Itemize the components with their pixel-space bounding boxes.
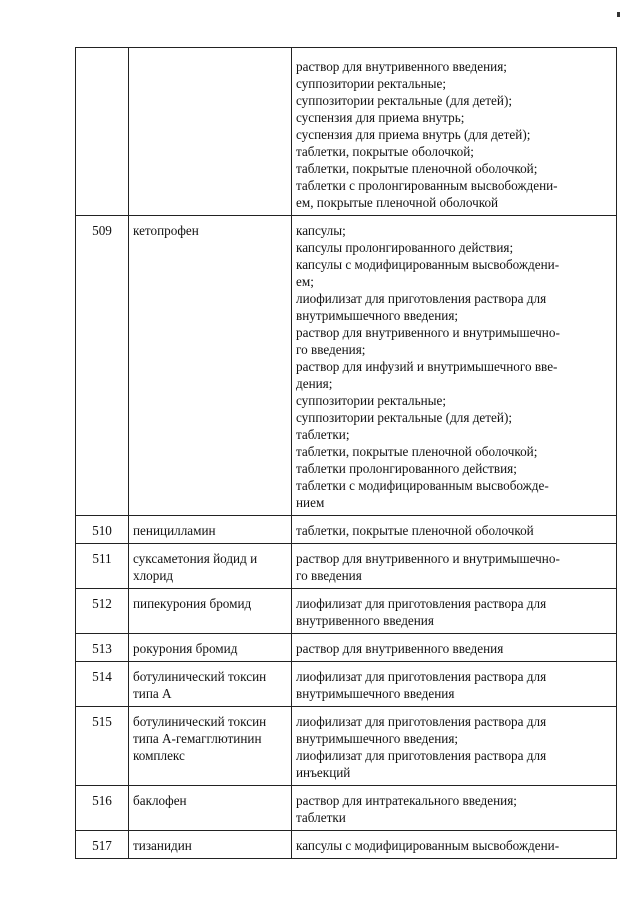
dosage-form-line: суппозитории ректальные (для детей); [296,93,513,108]
drug-name-cell [129,662,292,707]
dosage-form-line: таблетки пролонгированного действия; [296,461,517,476]
row-number: 512 [76,589,129,634]
row-number: 517 [76,831,129,859]
drug-name-line: баклофен [133,793,187,808]
dosage-form-line: таблетки с модифицированным высвобожде- [296,478,549,493]
dosage-forms-cell [292,831,617,859]
dosage-form-line: нием [296,495,325,510]
drug-name-line: ботулинический токсин [133,669,267,684]
drug-name-cell [129,589,292,634]
drug-name-line: хлорид [133,568,174,583]
drug-name-line: типа А [133,686,172,701]
dosage-form-line: раствор для инфузий и внутримышечного вве- [296,359,558,374]
table-row [76,544,617,589]
row-number: 516 [76,786,129,831]
drug-name-cell [129,544,292,589]
row-number: 511 [76,544,129,589]
row-number: 514 [76,662,129,707]
table-row [76,516,617,544]
drug-name-line: суксаметония йодид и [133,551,258,566]
dosage-form-line: суспензия для приема внутрь (для детей); [296,127,531,142]
drug-name-line: комплекс [133,748,185,763]
dosage-form-line: ем, покрытые пленочной оболочкой [296,195,499,210]
dosage-forms-cell [292,662,617,707]
dosage-form-line: внутримышечного введения; [296,731,459,746]
dosage-form-line: капсулы пролонгированного действия; [296,240,514,255]
dosage-forms-cell [292,516,617,544]
table-row [76,48,617,216]
dosage-form-line: таблетки с пролонгированным высвобождени- [296,178,558,193]
drug-name-cell [129,786,292,831]
table-row [76,589,617,634]
medicines-table-body [76,48,617,859]
dosage-form-line: раствор для интратекального введения; [296,793,517,808]
dosage-form-line: капсулы с модифицированным высвобождени- [296,838,560,853]
dosage-form-line: раствор для внутривенного введения [296,641,504,656]
dosage-form-line: суппозитории ректальные; [296,76,447,91]
dosage-form-line: суспензия для приема внутрь; [296,110,465,125]
dosage-form-line: лиофилизат для приготовления раствора для [296,748,547,763]
dosage-forms-cell [292,216,617,516]
dosage-form-line: таблетки, покрытые оболочкой; [296,144,474,159]
dosage-form-line: лиофилизат для приготовления раствора для [296,669,547,684]
dosage-form-line: лиофилизат для приготовления раствора для [296,596,547,611]
drug-name-line: кетопрофен [133,223,199,238]
row-number: 510 [76,516,129,544]
row-number: 509 [76,216,129,516]
dosage-forms-cell [292,544,617,589]
dosage-form-line: раствор для внутривенного и внутримышечно- [296,551,560,566]
dosage-form-line: таблетки, покрытые пленочной оболочкой; [296,444,538,459]
row-number: 513 [76,634,129,662]
dosage-form-line: ем; [296,274,314,289]
drug-name-line: ботулинический токсин [133,714,267,729]
table-row [76,634,617,662]
drug-name-cell [129,634,292,662]
corner-mark [617,12,620,17]
dosage-forms-cell [292,634,617,662]
dosage-form-line: внутривенного введения [296,613,434,628]
drug-name-cell [129,831,292,859]
drug-name-line: тизанидин [133,838,192,853]
dosage-form-line: таблетки [296,810,346,825]
dosage-form-line: суппозитории ректальные (для детей); [296,410,513,425]
dosage-form-line: внутримышечного введения; [296,308,459,323]
drug-name-cell [129,216,292,516]
table-row [76,831,617,859]
drug-name-cell [129,707,292,786]
row-number: 515 [76,707,129,786]
dosage-forms-cell [292,48,617,216]
drug-name-line: типа А-гемагглютинин [133,731,262,746]
dosage-form-line: таблетки; [296,427,350,442]
dosage-form-line: таблетки, покрытые пленочной оболочкой; [296,161,538,176]
row-number [76,48,129,216]
dosage-form-line: раствор для внутривенного и внутримышечно- [296,325,560,340]
dosage-forms-cell [292,707,617,786]
dosage-form-line: капсулы с модифицированным высвобождени- [296,257,560,272]
dosage-form-line: го введения; [296,342,366,357]
drug-name-line: пипекурония бромид [133,596,252,611]
dosage-form-line: суппозитории ректальные; [296,393,447,408]
drug-name-cell [129,516,292,544]
dosage-form-line: внутримышечного введения [296,686,455,701]
drug-name-line: пеницилламин [133,523,216,538]
dosage-form-line: таблетки, покрытые пленочной оболочкой [296,523,534,538]
dosage-forms-cell [292,589,617,634]
drug-name-cell [129,48,292,216]
medicines-table [75,47,617,859]
dosage-form-line: лиофилизат для приготовления раствора для [296,714,547,729]
drug-name-line: рокурония бромид [133,641,238,656]
table-row [76,216,617,516]
dosage-form-line: го введения [296,568,362,583]
table-row [76,707,617,786]
dosage-forms-cell [292,786,617,831]
dosage-form-line: инъекций [296,765,351,780]
dosage-form-line: капсулы; [296,223,346,238]
table-row [76,786,617,831]
dosage-form-line: лиофилизат для приготовления раствора для [296,291,547,306]
dosage-form-line: раствор для внутривенного введения; [296,59,507,74]
table-row [76,662,617,707]
dosage-form-line: дения; [296,376,333,391]
